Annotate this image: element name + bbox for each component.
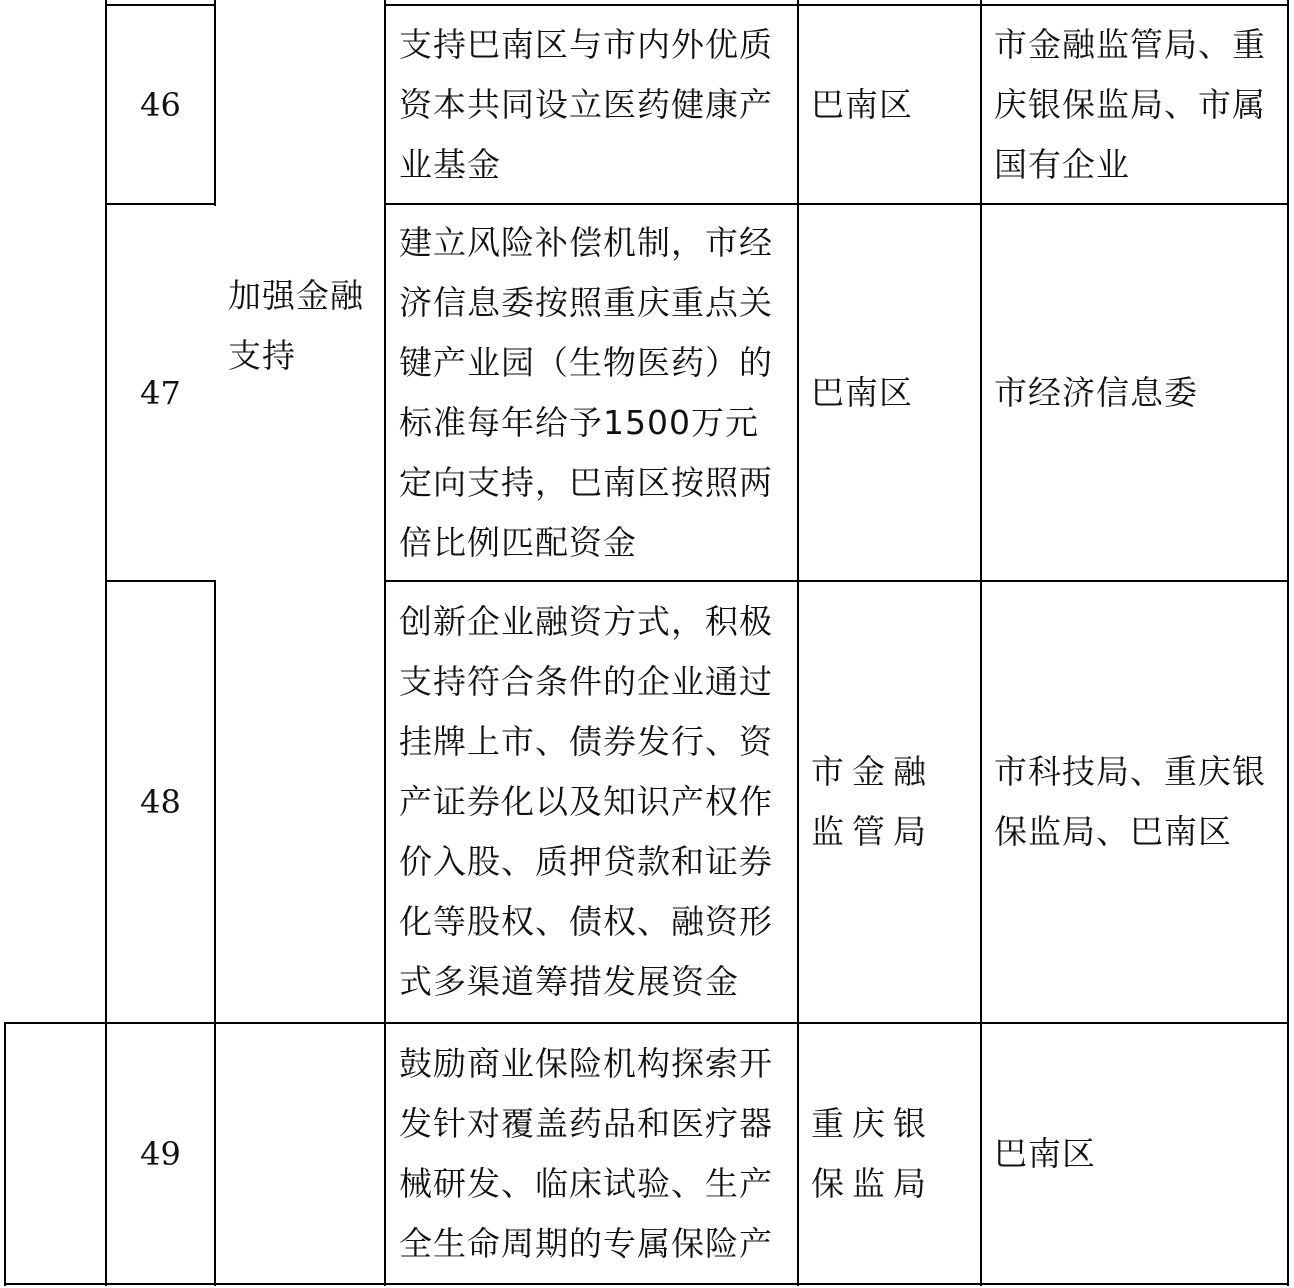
table-border-left bbox=[4, 1022, 6, 1286]
table-divider bbox=[214, 0, 216, 206]
table-border-right bbox=[1287, 0, 1289, 1286]
cooperating-units: 市金融监管局、重庆银保监局、市属国有企业 bbox=[994, 24, 1266, 184]
responsible-unit: 重庆银保监局 bbox=[811, 1103, 934, 1203]
row-number: 47 bbox=[140, 373, 181, 412]
measure-description: 创新企业融资方式，积极支持符合条件的企业通过挂牌上市、债券发行、资产证券化以及知识产权作价入股、质押贷款和证券化等股权、债权、融资形式多渠道筹措发展资金 bbox=[399, 602, 773, 1001]
category-label: 加强金融支持 bbox=[228, 276, 364, 375]
row-number: 49 bbox=[140, 1134, 181, 1173]
responsible-unit: 巴南区 bbox=[811, 372, 913, 412]
row-number: 46 bbox=[140, 85, 181, 124]
measure-description: 鼓励商业保险机构探索开发针对覆盖药品和医疗器械研发、临床试验、生产全生命周期的专属保险产 bbox=[399, 1043, 773, 1263]
responsible-unit: 巴南区 bbox=[811, 84, 913, 124]
cooperating-units: 市科技局、重庆银保监局、巴南区 bbox=[994, 752, 1266, 851]
row-number: 48 bbox=[140, 783, 181, 821]
table-divider bbox=[214, 580, 216, 1286]
table-rule bbox=[4, 1283, 1289, 1285]
measure-description: 建立风险补偿机制，市经济信息委按照重庆重点关键产业园（生物医药）的标准每年给予1500万元定向支持，巴南区按照两倍比例匹配资金 bbox=[399, 222, 773, 562]
cooperating-units: 市经济信息委 bbox=[994, 372, 1198, 412]
measure-description: 支持巴南区与市内外优质资本共同设立医药健康产业基金 bbox=[399, 24, 773, 184]
responsible-unit: 市金融监管局 bbox=[811, 752, 934, 851]
cooperating-units: 巴南区 bbox=[994, 1133, 1096, 1173]
